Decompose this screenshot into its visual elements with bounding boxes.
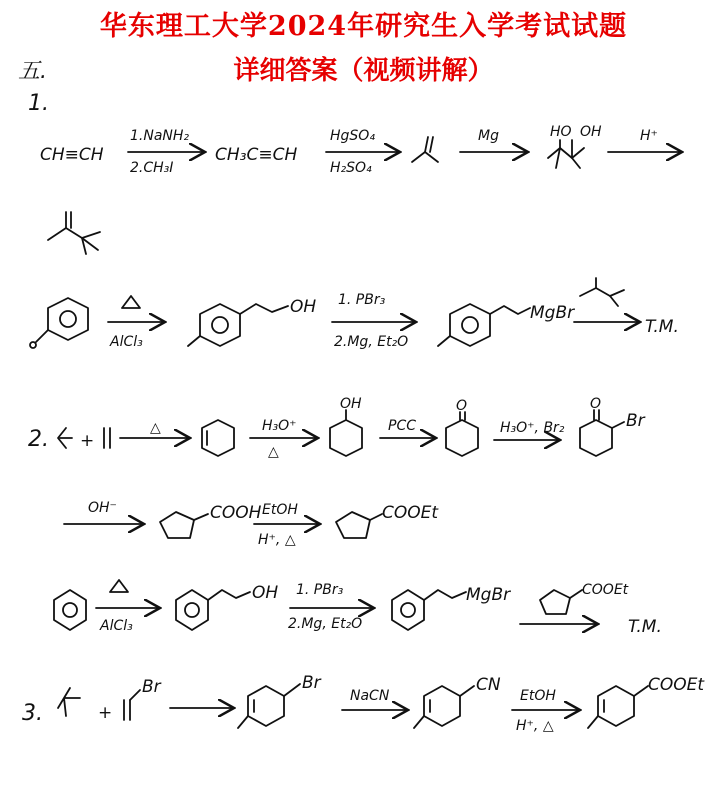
q2-heat: △ [150, 420, 161, 436]
cyclohexene-structure [202, 420, 234, 456]
ethylene-oxide-icon-2 [110, 580, 128, 592]
benzene-structure [54, 590, 86, 630]
pinacol-oh: OH [580, 124, 602, 140]
q2-ester-reagent: COOEt [582, 582, 629, 598]
acetone-structure [412, 137, 438, 162]
q2-base: OH⁻ [88, 500, 117, 516]
q3-nacn: NaCN [350, 688, 390, 704]
q3-ester-bottom: H⁺, △ [516, 718, 554, 734]
q1-reagent3-top: Mg [478, 128, 499, 144]
q2-grignard: MgBr [466, 585, 511, 605]
aryl-ethanol-structure [188, 304, 288, 346]
q2-chain-oh: OH [252, 583, 279, 603]
anisole-structure [30, 298, 88, 348]
cyclohexanone-structure [446, 412, 478, 456]
cyclohexanol-structure [330, 410, 362, 456]
isoprene-structure [58, 428, 72, 448]
exam-title: 华东理工大学2024年研究生入学考试试题 [99, 11, 628, 42]
q2-ester-top: EtOH [262, 502, 298, 518]
q2-bromoketone-o: O [590, 396, 602, 412]
aryl-grignard-structure [438, 304, 530, 346]
q1-acetylene: CH≡CH [40, 145, 104, 165]
cyclopentane-ester-structure [336, 512, 382, 538]
q1-target-molecule: T.M. [645, 317, 679, 337]
q2-number: 2. [28, 427, 49, 452]
q2-pcc: PCC [388, 418, 416, 434]
cyclopentane-acid-structure [160, 512, 208, 538]
q1-reagent5-top: 1. PBr₃ [338, 292, 386, 308]
q2-ketone-o: O [456, 398, 468, 414]
section-label: 五. [18, 59, 47, 84]
ethylene-oxide-icon [122, 296, 140, 308]
cyclopentyl-ester-reagent [540, 590, 582, 614]
q2-ester-bottom: H⁺, △ [258, 532, 296, 548]
q1-number: 1. [28, 91, 49, 116]
q1-chain-oh: OH [290, 297, 317, 317]
phenylethanol-structure [176, 590, 250, 630]
q2-target-molecule: T.M. [628, 617, 662, 637]
pinacol-structure [548, 140, 584, 168]
q1-alcl3: AlCl₃ [110, 334, 143, 350]
q1-reagent5-bottom: 2.Mg, Et₂O [334, 334, 409, 350]
bromo-cyclohexene-structure [238, 684, 300, 728]
q1-reagent1-top: 1.NaNH₂ [130, 128, 190, 144]
pinacolone-structure [48, 212, 100, 254]
q2-hydration-bottom: △ [268, 444, 279, 460]
ester-cyclohexene-structure [588, 686, 648, 728]
q3-ester-top: EtOH [520, 688, 556, 704]
q1-reagent4-top: H⁺ [640, 128, 658, 144]
q2-plus: + [80, 431, 95, 451]
q2-bromination: H₃O⁺, Br₂ [500, 420, 565, 436]
isoprene-structure-2 [58, 688, 80, 716]
q1-reagent2-bottom: H₂SO₄ [330, 160, 372, 176]
q3-ester: COOEt [648, 675, 705, 695]
q1-reagent1-bottom: 2.CH₃I [130, 160, 174, 176]
allyl-bromide-structure [124, 690, 140, 720]
q2-ester: COOEt [382, 503, 439, 523]
q1-grignard: MgBr [530, 303, 575, 323]
answer-subtitle: 详细答案（视频讲解） [233, 56, 494, 86]
ethylene-structure [104, 428, 110, 448]
q3-nitrile: CN [476, 675, 501, 695]
q2-pbr-top: 1. PBr₃ [296, 582, 344, 598]
phenylethyl-grignard-structure [392, 590, 466, 630]
q3-number: 3. [22, 701, 43, 726]
q1-reagent2-top: HgSO₄ [330, 128, 375, 144]
q2-hydration-top: H₃O⁺ [262, 418, 297, 434]
q2-cyclohexanol-oh: OH [340, 396, 362, 412]
nitrile-structure [414, 686, 474, 728]
pinacol-ho: HO [550, 124, 572, 140]
bromocyclohexanone-structure [580, 410, 624, 456]
q2-alcl3: AlCl₃ [100, 618, 133, 634]
q2-acid: COOH [210, 503, 262, 523]
q2-pbr-bottom: 2.Mg, Et₂O [288, 616, 363, 632]
pinacolone-reagent-structure [580, 278, 624, 306]
q3-br1: Br [142, 677, 161, 697]
q3-br2: Br [302, 673, 321, 693]
q1-propyne: CH₃C≡CH [215, 145, 298, 165]
q2-bromoketone-br: Br [626, 411, 645, 431]
q3-plus: + [98, 703, 113, 723]
